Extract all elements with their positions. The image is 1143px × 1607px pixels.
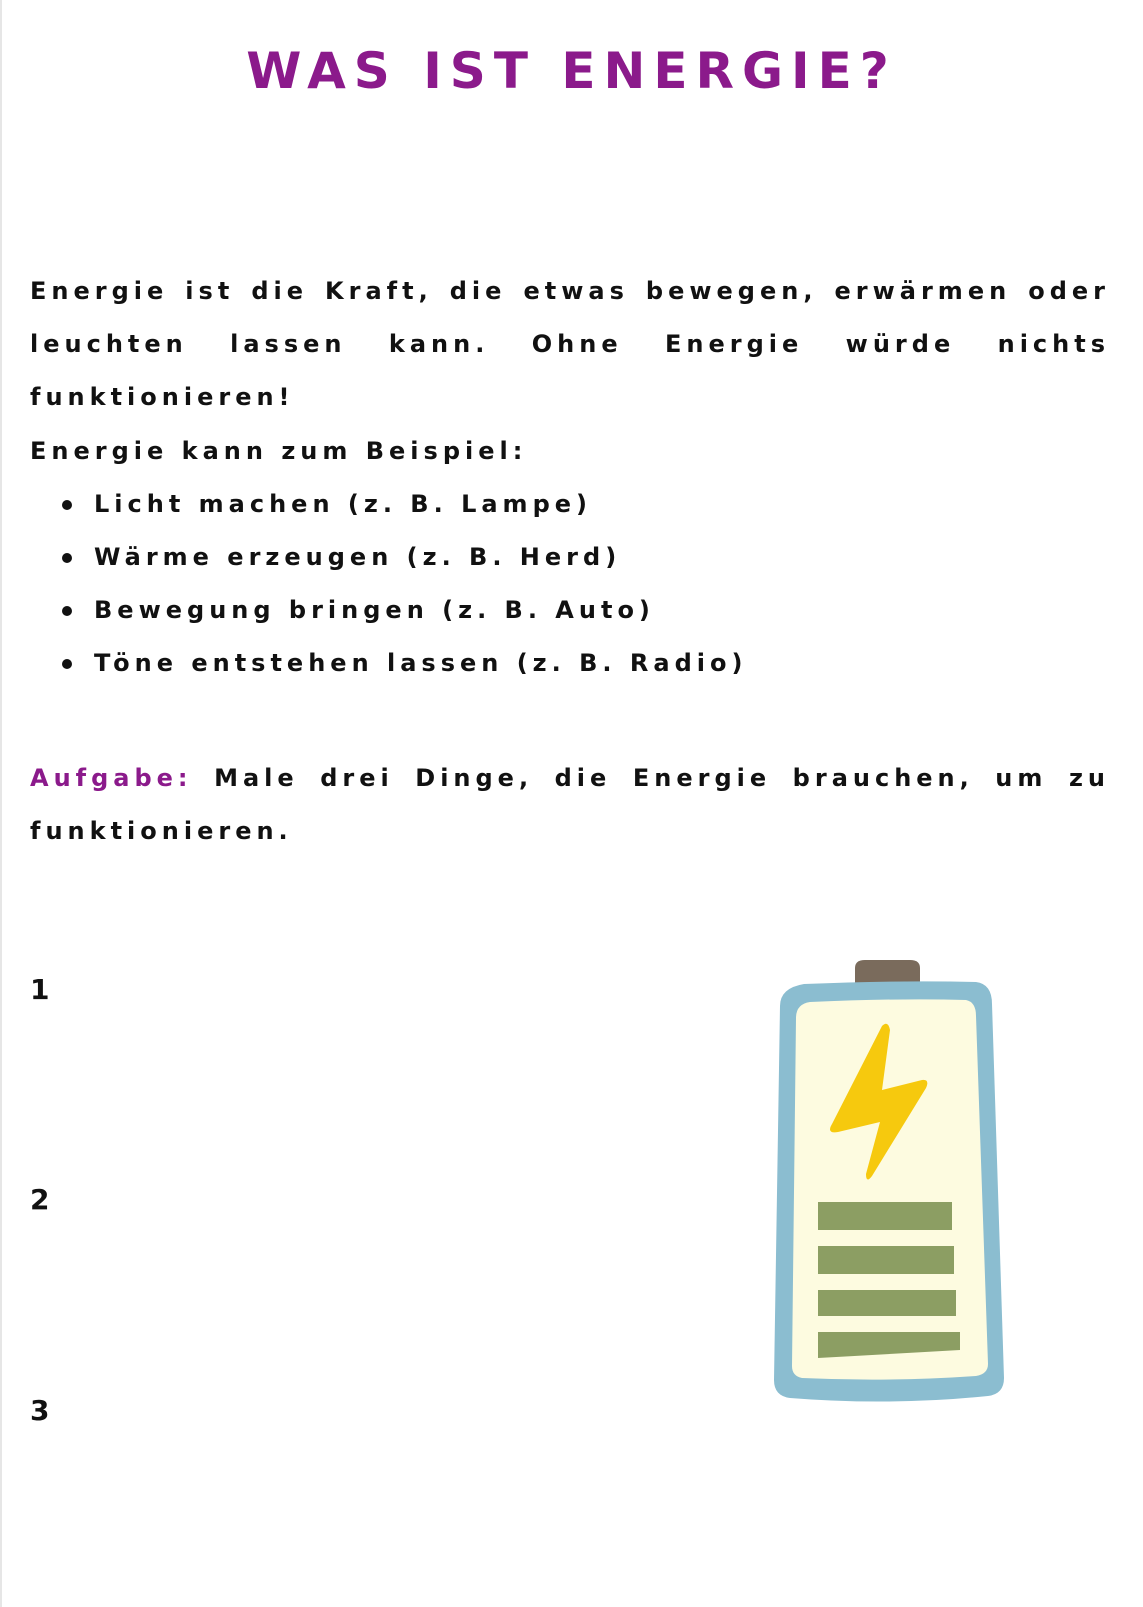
task-paragraph — [30, 752, 1110, 858]
page-title: WAS IST ENERGIE? — [246, 42, 897, 100]
task-text: Male drei Dinge, die Energie brauchen, um zu funktionieren. — [30, 764, 1110, 845]
task-label: Aufgabe: — [30, 764, 193, 792]
list-item: Wärme erzeugen (z. B. Herd) — [62, 531, 747, 584]
examples-list — [62, 478, 747, 690]
list-item: Töne entstehen lassen (z. B. Radio) — [62, 637, 747, 690]
list-item: Bewegung bringen (z. B. Auto) — [62, 584, 747, 637]
battery-icon — [770, 960, 1030, 1430]
drawing-number-2: 2 — [30, 1183, 50, 1216]
list-item: Licht machen (z. B. Lampe) — [62, 478, 747, 531]
intro-paragraph: Energie ist die Kraft, die etwas bewegen, erwärmen oder leuchten lassen kann. Ohne Energie würde nichts funktionieren! — [30, 277, 1110, 411]
drawing-number-1: 1 — [30, 973, 50, 1006]
battery-inner — [792, 999, 988, 1379]
drawing-number-3: 3 — [30, 1394, 50, 1427]
charge-bar — [818, 1246, 954, 1274]
examples-heading: Energie kann zum Beispiel: — [30, 437, 528, 465]
charge-bar — [818, 1290, 956, 1316]
page-edge — [0, 0, 2, 1607]
charge-bar — [818, 1202, 952, 1230]
